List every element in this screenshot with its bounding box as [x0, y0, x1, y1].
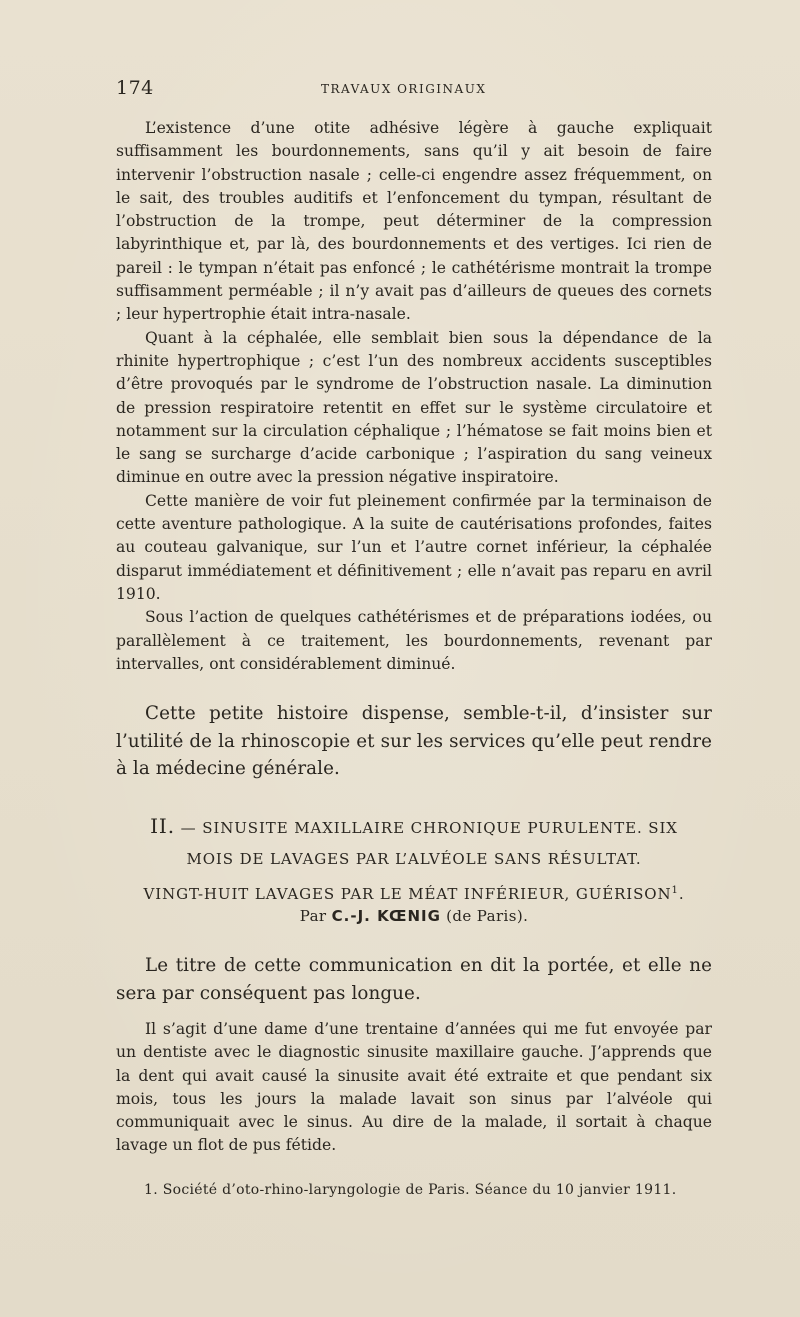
section-dash: — — [180, 819, 197, 837]
section-title-text-1: SINUSITE MAXILLAIRE CHRONIQUE PURULENTE. SIX — [202, 819, 678, 837]
section-title-line-1 — [116, 811, 712, 844]
running-head: TRAVAUX ORIGINAUX — [321, 82, 487, 96]
section-title-period: . — [678, 885, 685, 903]
case-block — [116, 1018, 712, 1158]
intro-block — [116, 952, 712, 1007]
paragraph-traitement: Sous l’action de quelques cathétérismes et de préparations iodées, ou parallèlement à ce traitement, les bourdonnements, revenant par intervalles, ont considérablement diminué. — [116, 608, 712, 673]
section-title — [116, 811, 712, 910]
footnote-marker: 1 — [671, 885, 679, 896]
paragraph-conclusion: Cette petite histoire dispense, semble-t-il, d’insister sur l’utilité de la rhinoscopie et sur les services qu’elle peut rendre à la médecine générale. — [116, 703, 712, 779]
paragraph-case: Il s’agit d’une dame d’une trentaine d’années qui me fut envoyée par un dentiste avec le diagnostic sinusite maxillaire gauche. J’apprends que la dent qui avait causé la sinusite avait été extraite et que pendant six mois, tous les jours la malade lavait son sinus par l’alvéole qui communiquait avec le sinus. Au dire de la malade, il sortait à chaque lavage un flot de pus fétide. — [116, 1020, 712, 1155]
paragraph-otite: L’existence d’une otite adhésive légère à gauche expliquait suffisamment les bourdonnements, sans qu’il y ait besoin de faire intervenir l’obstruction nasale ; celle-ci engendre assez fréquemment, on le sait, des troubles auditifs et l’enfoncement du tympan, résultant de l’obstruction de la trompe, peut déterminer de la compression labyrinthique et, par là, des bourdonnements et des vertiges. Ici rien de pareil : le tympan n’était pas enfoncé ; le cathétérisme montrait la trompe suffisamment perméable ; il n’y avait pas d’ailleurs de queues des cornets ; leur hypertrophie était intra-nasale. — [116, 119, 712, 324]
footnote: 1. Société d’oto-rhino-laryngologie de Paris. Séance du 10 janvier 1911. — [144, 1182, 677, 1198]
section-title-line-2: MOIS DE LAVAGES PAR L’ALVÉOLE SANS RÉSULTAT. — [186, 850, 642, 868]
author-name: C.-J. KŒNIG — [331, 907, 441, 925]
small-text-block — [116, 117, 712, 676]
byline-prefix: Par — [299, 907, 327, 925]
paragraph-cephalee: Quant à la céphalée, elle semblait bien sous la dépendance de la rhinite hypertrophique ; c’est l’un des nombreux accidents susceptibles d’être provoqués par le syndrome de l’obstruction nasale. La diminution de pression respiratoire retentit en effet sur le système circulatoire et notamment sur la circulation céphalique ; l’hématose se fait moins bien et le sang se surcharge d’acide carbonique ; l’aspiration du sang veineux diminue en outre avec la pression négative inspiratoire. — [116, 328, 712, 487]
byline-suffix: (de Paris). — [446, 907, 529, 925]
page-number: 174 — [116, 77, 154, 99]
paragraph-confirmation: Cette manière de voir fut pleinement confirmée par la terminaison de cette aventure pathologique. A la suite de cautérisations profondes, faites au couteau galvanique, sur l’un et l’autre cornet inférieur, la céphalée disparut immédiatement et définitivement ; elle n’avait pas reparu en avril 1910. — [116, 491, 712, 603]
conclusion-block — [116, 700, 712, 783]
byline — [116, 905, 712, 927]
section-title-text-3: VINGT-HUIT LAVAGES PAR LE MÉAT INFÉRIEUR, GUÉRISON — [143, 885, 672, 903]
section-numeral: II. — [150, 814, 175, 838]
page-header — [116, 77, 716, 99]
paragraph-intro: Le titre de cette communication en dit la portée, et elle ne sera par conséquent pas longue. — [116, 955, 712, 1004]
